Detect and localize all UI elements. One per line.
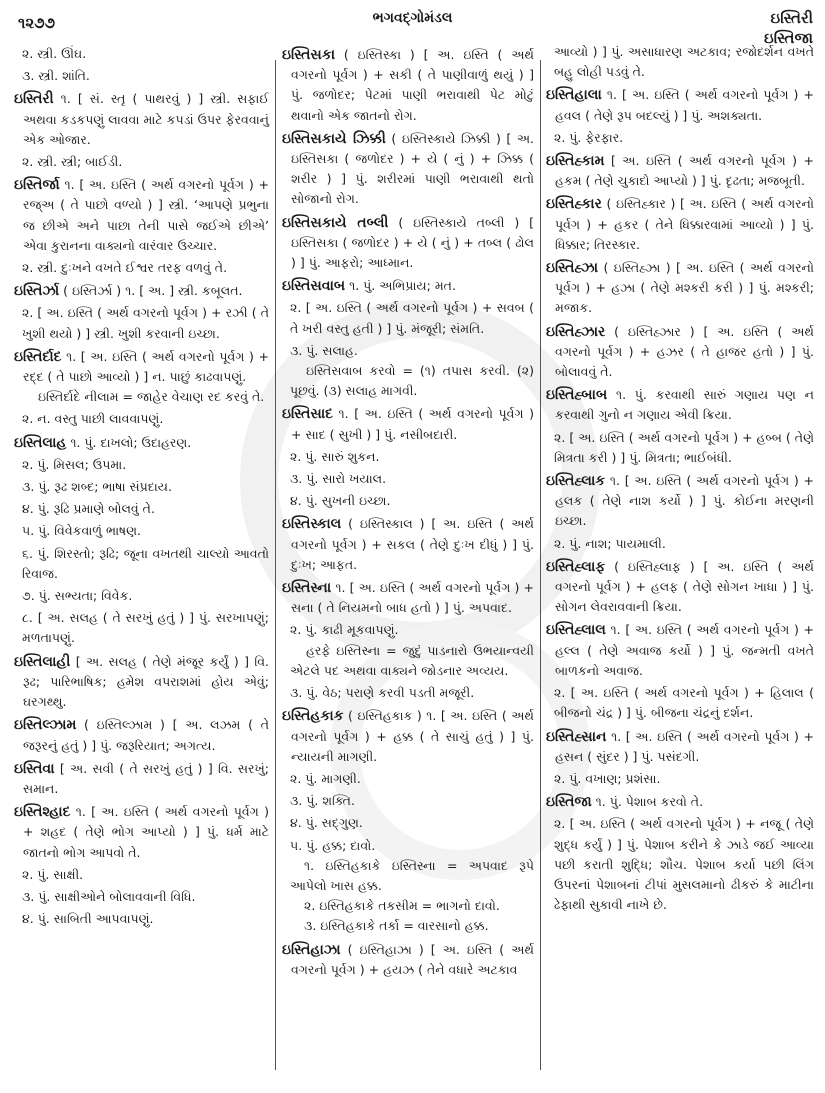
dictionary-entry	[546, 85, 814, 125]
definition-text: ૨. પું. માગણી.	[290, 770, 361, 786]
definition-text: ૨. સ્ત્રી. ઊંઘ.	[22, 46, 87, 61]
definition-text: [ અ. સવી ( તે સરખું હતું ) ] વિ. સરખું; સમાન.	[23, 760, 269, 796]
definition-example	[282, 361, 534, 401]
headword: ઇસ્તિજા	[546, 794, 592, 811]
headword: ઇસ્તિશ્હાદ	[14, 804, 71, 821]
definition-sense	[14, 477, 269, 497]
headword: ઇસ્તિર્ઝા	[14, 283, 60, 300]
definition-text: ૧. [ અ. ઇસ્તિ ( અર્થ વગરનો પૂર્વગ ) + હલ્લ ( તેણે અવાજ કર્યો ) ] પું. જન્મતી વખતે બાળકનો અવાજ.	[555, 622, 814, 678]
definition-sense	[14, 152, 269, 172]
definition-sense	[14, 409, 269, 429]
definition-text: ૨. પું. વખાણ; પ્રશંસા.	[554, 770, 661, 786]
headword: ઇસ્તિસવાબ	[282, 278, 346, 295]
headword: ઇસ્તિસ્ના	[282, 580, 332, 597]
definition-text: ૨. [ અ. ઇસ્તિ ( અર્થ વગરનો પૂર્વગ ) + હિલાલ ( બીજનો ચંદ્ર ) ] પું. બીજના ચંદ્રનું દર્શન.	[554, 685, 814, 721]
definition-text: ૩. પું. સારો ખયાલ.	[290, 471, 387, 487]
definition-text: ૩. ઇસ્તિહકાકે તર્કા = વારસાનો હક્ક.	[304, 918, 489, 934]
definition-text: ( ઇસ્તિહાઝા ) [ અ. ઇસ્તિ ( અર્થ વગરનો પૂર્વગ ) + હયઝ ( તેને વધારે અટકાવ	[291, 941, 534, 977]
dictionary-entry	[282, 213, 534, 274]
definition-sense	[282, 683, 534, 703]
definition-sense	[14, 66, 269, 86]
definition-text: ૩. સ્ત્રી. શાંતિ.	[22, 68, 90, 84]
definition-sense	[14, 608, 269, 648]
definition-sense	[14, 44, 269, 64]
definition-example2	[282, 896, 534, 916]
dictionary-entry	[282, 404, 534, 444]
definition-sense	[546, 769, 814, 789]
guide-word-first: ઇસ્તિરી	[770, 9, 813, 27]
dictionary-entry	[546, 151, 814, 191]
dictionary-entry	[14, 715, 269, 755]
dictionary-entry	[282, 706, 534, 767]
definition-sense	[282, 620, 534, 640]
definition-text: ૨. પું. સાક્ષી.	[22, 866, 84, 882]
definition-text: ૨. પું. કાઢી મૂકવાપણું.	[290, 622, 399, 638]
column-2	[282, 42, 534, 980]
dictionary-entry	[14, 759, 269, 799]
definition-text: ૫. પું. વિવેકવાળું ભાષણ.	[22, 523, 141, 539]
headword: ઇસ્તિહ્ઝાર	[546, 323, 606, 340]
definition-text: ( ઇસ્તિહ્ઝાર ) [ અ. ઇસ્તિ ( અર્થ વગરનો પૂર્વગ ) + હઝર ( તે હાજર હતો ) ] પું. બોલાવવું તે.	[555, 323, 814, 380]
definition-text: ૩. પું. વેઠ; પરાણે કરવી પડતી મજૂરી.	[290, 685, 475, 701]
dictionary-entry	[14, 89, 269, 150]
definition-text: ૩. પું. સલાહ.	[290, 342, 358, 358]
definition-text: ૨. [ અ. ઇસ્તિ ( અર્થ વગરનો પૂર્વગ ) + નજૂ ( તેણે શુદ્ધ કર્યું ) ] પું. પેશાબ કરીને કે ઝાડે જઈ આવ્યા પછી કરાતી શુદ્ધિ; શૌચ. પેશાબ કર્યા પછી લિંગ ઉપરનાં પેશાબનાં ટીપાં મુસલમાનો ઢીકરું કે માટીના ઢેફાથી સુકાવી નાખે છે.	[554, 816, 814, 913]
definition-text: ( ઇસ્તિસ્કાયે ઝિક્કી ) [ અ. ઇસ્તિસકા ( જળોદર ) + યે ( નું ) + ઝિક્ક ( શરીર ) ] પું. શરીરમાં પાણી ભરાવાથી થતો સોજાનો રોગ.	[291, 130, 534, 207]
definition-text: ૨. ન. વસ્તુ પાછી લાવવાપણું.	[22, 411, 164, 427]
dictionary-entry	[14, 652, 269, 713]
definition-sense	[14, 586, 269, 606]
definition-text: ૮. [ અ. સલહ ( તે સરખું હતું ) ] પું. સરખાપણું; મળતાપણું.	[22, 610, 269, 646]
definition-text: ઇસ્તિર્દાદે નીલામ = જાહેર વેચાણ રદ કરવું તે.	[38, 389, 265, 405]
definition-example2	[282, 856, 534, 896]
definition-sense	[282, 469, 534, 489]
definition-text: ૧. [ અ. ઇસ્તિ ( અર્થ વગરનો પૂર્વગ ) + સાદ ( સુખી ) ] પું. નસીબદારી.	[291, 406, 534, 442]
dictionary-entry	[282, 514, 534, 575]
definition-text: ૨. પું. નાશ; પાયમાલી.	[554, 535, 666, 551]
definition-example	[282, 641, 534, 681]
definition-sense	[282, 813, 534, 833]
definition-text: ૧. પું. અભિપ્રાય; મત.	[345, 278, 456, 294]
definition-text: ૨. પું. સારું શુકન.	[290, 448, 380, 464]
definition-text: ૧. [ અ. ઇસ્તિ ( અર્થ વગરનો પૂર્વગ ) + હસન ( સુંદર ) ] પું. પસંદગી.	[555, 728, 814, 764]
definition-sense	[282, 769, 534, 789]
headword: ઇસ્તિસાદ	[282, 406, 333, 423]
dictionary-entry	[14, 281, 269, 301]
column-1	[14, 42, 269, 929]
definition-sense	[14, 455, 269, 475]
definition-text: ૨. [ અ. ઇસ્તિ ( અર્થ વગરનો પૂર્વગ ) + સવબ ( તે ખરી વસ્તુ હતી ) ] પું. મંજૂરી; સંમતિ.	[290, 300, 534, 336]
definition-text: ( ઇસ્તિસ્કાયે તબ્લી ) [ ઇસ્તિસકા ( જળોદર ) + યે ( નું ) + તબ્લ ( ઢોલ ) ] પું. આફરો; આધ્માન.	[291, 214, 534, 271]
definition-text: ૭. પું. સભ્યતા; વિવેક.	[22, 588, 133, 604]
definition-text: ૧. [ અ. ઇસ્તિ ( અર્થ વગરનો પૂર્વગ ) + સના ( તે નિયમનો બાધ હતો ) ] પું. અપવાદ.	[291, 580, 534, 616]
dictionary-entry	[546, 727, 814, 767]
definition-text: ૪. પું. સદ્ગુણ.	[290, 815, 363, 831]
definition-sense	[546, 683, 814, 723]
definition-cont	[546, 42, 814, 82]
headword: ઇસ્તિહ્કાર	[546, 196, 602, 213]
definition-text: ૧. [ અ. ઇસ્તિ ( અર્થ વગરનો પૂર્વગ ) + રજ્અ ( તે પાછો વળ્યો ) ] સ્ત્રી. ‘આપણે પ્રભુના જ છીએ અને પાછા તેની પાસે જઈએ છીએ’ એવા કુરાનના વાક્યનો વારંવાર ઉચ્ચાર.	[23, 177, 269, 253]
definition-text: ૨. ઇસ્તિહકાકે તકસીમ = ભાગનો દાવો.	[304, 898, 500, 914]
definition-sense	[546, 428, 814, 468]
definition-text: [ અ. ઇસ્તિ ( અર્થ વગરનો પૂર્વગ ) + હકમ ( તેણે ચુકાદો આપ્યો ) ] પું. દૃઢતા; મજબૂતી.	[555, 153, 814, 189]
headword: ઇસ્તિસકા	[282, 47, 336, 63]
definition-sense	[546, 128, 814, 148]
guide-word-last: ઇસ્તિજા	[764, 29, 813, 47]
definition-text: ૪. પું. સુખની ઇચ્છા.	[290, 493, 391, 509]
definition-sense	[546, 814, 814, 915]
definition-text: ૬. પું. શિરસ્તો; રૂઢિ; જૂના વખતથી ચાલ્યો આવતો રિવાજ.	[22, 545, 269, 581]
definition-text: [ અ. સલહ ( તેણે મંજૂર કર્યું ) ] વિ. રૂઢ; પારિભાષિક; હમેશ વપરાશમાં હોય એવું; ઘરગથ્થુ.	[23, 653, 269, 710]
definition-sense	[14, 909, 269, 929]
definition-text: ઇસ્તિસવાબ કરવો = (૧) તપાસ કરવી. (૨) પૂછવું. (૩) સલાહ માગવી.	[290, 363, 534, 399]
definition-text: હરફે ઇસ્તિસ્ના = જુદું પાડનારો ઉભયાન્વયી એટલે પદ અથવા વાક્યને જોડનાર અવ્યય.	[290, 642, 534, 678]
definition-text: ૧. પું. કરવાથી સારું ગણાય પણ ન કરવાથી ગુનો ન ગણાય એવી ક્રિયા.	[555, 387, 814, 423]
definition-text: ( ઇસ્તિહકાક ) ૧. [ અ. ઇસ્તિ ( અર્થ વગરનો પૂર્વગ ) + હક્ક ( તે સાચું હતું ) ] પું. ન્યાયની માગણી.	[291, 708, 534, 764]
headword: ઇસ્તિહકાક	[282, 708, 344, 725]
running-title: ભગવદ્ગોમંડલ	[372, 10, 453, 26]
definition-sense	[14, 544, 269, 584]
definition-text: આવ્યો ) ] પું. અસાધારણ અટકાવ; રજોદર્શન વખતે બહુ લોહી પડવું તે.	[554, 44, 814, 80]
definition-sense	[282, 298, 534, 338]
headword: ઇસ્તિવા	[14, 760, 55, 777]
headword: ઇસ્તિહ્લાલ	[546, 622, 606, 639]
dictionary-entry	[546, 620, 814, 681]
definition-text: ૧. ઇસ્તિહકાકે ઇસ્તિસ્ના = અપવાદ રૂપે આપેલો ખાસ હક્ક.	[290, 857, 534, 893]
dictionary-entry	[282, 45, 534, 126]
definition-text: ૫. પું. હક્ક; દાવો.	[290, 837, 376, 853]
dictionary-entry	[282, 276, 534, 296]
headword: ઇસ્તિસ્કાલ	[282, 516, 342, 533]
dictionary-entry	[282, 129, 534, 210]
definition-text: ૩. પું. શક્તિ.	[290, 793, 355, 809]
page-number: ૧૨૭૭	[18, 14, 56, 32]
definition-text: ( ઇસ્તિહ્ઝા ) [ અ. ઇસ્તિ ( અર્થ વગરનો પૂર્વગ ) + હઝા ( તેણે મશ્કરી કરી ) ] પું. મશ્કરી; મજાક.	[555, 260, 814, 316]
headword: ઇસ્તિહ્લાક	[546, 473, 606, 490]
definition-text: ૧. [ અ. ઇસ્તિ ( અર્થ વગરનો પૂર્વગ ) + શહદ ( તેણે ભોગ આપ્યો ) ] પું. ધર્મ માટે જાતનો ભોગ આપવો તે.	[23, 804, 269, 860]
definition-text: ૪. પું. સાબિતી આપવાપણું.	[22, 911, 154, 927]
headword: ઇસ્તિલાહ	[14, 434, 67, 451]
dictionary-entry	[546, 557, 814, 618]
definition-text: ૧. પું. પેશાબ કરવો તે.	[591, 794, 704, 810]
definition-text: ૧. પું. દાખલો; ઉદાહરણ.	[66, 434, 192, 450]
headword: ઇસ્તિર્જા	[14, 177, 60, 194]
definition-example2	[282, 916, 534, 936]
headword: ઇસ્તિહ્કામ	[546, 153, 605, 170]
headword: ઇસ્તિસકાયે ઝિક્કી	[282, 130, 386, 147]
definition-text: ( ઇસ્તિસ્કાલ ) [ અ. ઇસ્તિ ( અર્થ વગરનો પૂર્વગ ) + સકલ ( તેણે દુઃખ દીધું ) ] પું. દુઃખ; આફત.	[291, 516, 534, 572]
definition-text: ૨. પું. મિસલ; ઉપમા.	[22, 456, 127, 472]
definition-text: ૩. પું. રૂઢ શબ્દ; ભાષા સંપ્રદાય.	[22, 479, 173, 495]
definition-text: ( ઇસ્તિહ્કાર ) [ અ. ઇસ્તિ ( અર્થ વગરનો પૂર્વગ ) + હકર ( તેને ધિક્કારવામાં આવ્યો ) ] પું. ધિક્કાર; તિરસ્કાર.	[555, 196, 814, 252]
definition-sense	[14, 499, 269, 519]
definition-sense	[14, 887, 269, 907]
definition-text: ૩. પું. સાક્ષીઓને બોલાવવાની વિધિ.	[22, 888, 196, 904]
definition-sense	[282, 836, 534, 856]
definition-text: ૨. સ્ત્રી. સ્ત્રી; બાઈડી.	[22, 154, 123, 170]
definition-text: ( ઇસ્તિલ્ઝામ ) [ અ. લઝમ ( તે જરૂરનું હતું ) ] પું. જરૂરિયાત; અગત્ય.	[23, 717, 269, 753]
dictionary-entry	[14, 802, 269, 863]
definition-sense	[14, 258, 269, 278]
dictionary-entry	[282, 940, 534, 980]
dictionary-entry	[14, 433, 269, 453]
definition-sense	[14, 303, 269, 343]
definition-text: ( ઇસ્તિર્ઝા ) ૧. [ અ. ] સ્ત્રી. કબૂલત.	[59, 283, 243, 299]
definition-sense	[282, 341, 534, 361]
definition-text: ૨. [ અ. ઇસ્તિ ( અર્થ વગરનો પૂર્વગ ) + હબ્બ ( તેણે મિત્રતા કરી ) ] પું. મિત્રતા; ભાઈબંધી.	[554, 429, 814, 465]
dictionary-entry	[14, 347, 269, 387]
definition-sense	[282, 447, 534, 467]
headword: ઇસ્તિર્દાદ	[14, 348, 62, 365]
definition-text: ૧. [ અ. ઇસ્તિ ( અર્થ વગરનો પૂર્વગ ) + હવલ ( તેણે રૂપ બદલ્યું ) ] પું. અશક્યતા.	[555, 87, 814, 123]
dictionary-entry	[14, 175, 269, 256]
definition-text: ૧. [ સં. સ્તૃ ( પાથરવું ) ] સ્ત્રી. સફાઈ અથવા કડકપણું લાવવા માટે કપડાં ઉપર ફેરવવાનું એક ઓજાર.	[23, 91, 269, 147]
headword: ઇસ્તિસકાયે તબ્લી	[282, 214, 389, 231]
definition-sense	[546, 534, 814, 554]
headword: ઇસ્તિલ્ઝામ	[14, 717, 77, 734]
dictionary-entry	[546, 258, 814, 319]
definition-text: ( ઇસ્તિહ્લાફ ) [ અ. ઇસ્તિ ( અર્થ વગરનો પૂર્વગ ) + હલફ ( તેણે સોગન ખાધા ) ] પું. સોગન લેવરાવવાની ક્રિયા.	[555, 558, 814, 615]
definition-sense	[14, 521, 269, 541]
definition-text: ૧. [ અ. ઇસ્તિ ( અર્થ વગરનો પૂર્વગ ) + રદ્દ ( તે પાછો આવ્યો ) ] ન. પાછું કાઢવાપણું.	[23, 348, 269, 385]
headword: ઇસ્તિરી	[14, 91, 54, 108]
headword: ઇસ્તિહ્સાન	[546, 728, 607, 745]
headword: ઇસ્તિહ્બાબ	[546, 387, 608, 404]
definition-text: ૨. સ્ત્રી. દુઃખને વખતે ઈશ્વર તરફ વળવું તે.	[22, 260, 228, 276]
dictionary-entry	[546, 385, 814, 425]
column-3	[546, 42, 814, 915]
definition-sense	[14, 865, 269, 885]
headword: ઇસ્તિહ્લાફ	[546, 558, 606, 575]
headword: ઇસ્તિહાલા	[546, 87, 602, 104]
headword: ઇસ્તિલાહી	[14, 653, 71, 670]
dictionary-entry	[546, 194, 814, 255]
definition-text: ( ઇસ્તિસ્કા ) [ અ. ઇસ્તિ ( અર્થ વગરનો પૂર્વગ ) + સકી ( તે પાણીવાળું થયું ) ] પું. જળોદર; પેટમાં પાણી ભરાવાથી પેટ મોટું થવાનો એક જાતનો રોગ.	[291, 47, 534, 123]
dictionary-entry	[282, 578, 534, 618]
definition-sense	[282, 491, 534, 511]
definition-text: ૧. [ અ. ઇસ્તિ ( અર્થ વગરનો પૂર્વગ ) + હલક ( તેણે નાશ કર્યો ) ] પું. કોઈના મરણની ઇચ્છા.	[555, 473, 814, 529]
dictionary-entry	[546, 792, 814, 812]
definition-text: ૨. પું. ફેરફાર.	[554, 129, 624, 145]
definition-sense	[282, 791, 534, 811]
column-divider	[275, 60, 276, 1070]
dictionary-entry	[546, 322, 814, 383]
headword: ઇસ્તિહ્ઝા	[546, 260, 599, 277]
column-divider	[540, 60, 541, 1070]
dictionary-entry	[546, 471, 814, 532]
definition-example	[14, 387, 269, 407]
definition-text: ૨. [ અ. ઇસ્તિ ( અર્થ વગરનો પૂર્વગ ) + રઝી ( તે ખુશી થયો ) ] સ્ત્રી. ખુશી કરવાની ઇચ્છા.	[22, 305, 269, 341]
definition-text: ૪. પું. રૂઢિ પ્રમાણે બોલવું તે.	[22, 501, 155, 517]
headword: ઇસ્તિહાઝા	[282, 941, 341, 958]
